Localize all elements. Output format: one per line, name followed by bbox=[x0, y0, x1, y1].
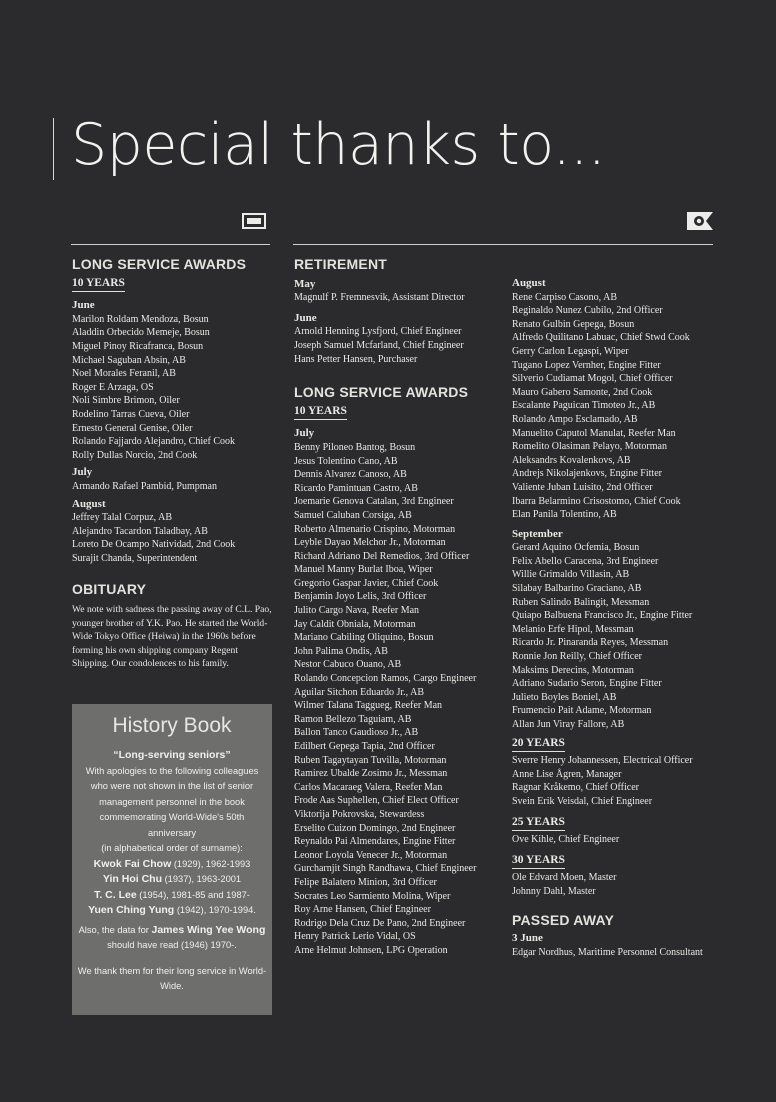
list-item: Julito Cargo Nava, Reefer Man bbox=[294, 605, 420, 617]
month-label: June bbox=[294, 311, 317, 324]
list-item: Ballon Tanco Gaudioso Jr., AB bbox=[294, 727, 419, 739]
list-item: Nestor Cabuco Ouano, AB bbox=[294, 659, 402, 671]
person-name: T. C. Lee bbox=[94, 888, 137, 901]
person-name: Yuen Ching Yung bbox=[88, 904, 175, 916]
list-item: Benjamin Joyo Lelis, 3rd Officer bbox=[294, 591, 427, 603]
person-years: (1954), 1981-85 and 1987- bbox=[136, 889, 250, 900]
list-item: Noli Simbre Brimon, Oiler bbox=[72, 395, 180, 407]
list-item: Jeffrey Talal Corpuz, AB bbox=[72, 512, 173, 524]
month-label: September bbox=[512, 527, 563, 540]
passed-away-heading: PASSED AWAY bbox=[512, 911, 615, 928]
month-label: July bbox=[72, 466, 93, 479]
middle-column bbox=[294, 258, 504, 958]
list-item: Joemarie Genova Catalan, 3rd Engineer bbox=[294, 496, 454, 508]
name-list bbox=[512, 754, 727, 808]
list-item: Melanio Erfe Hipol, Messman bbox=[512, 623, 634, 635]
list-item: Sverre Henry Johannessen, Electrical Officer bbox=[512, 755, 693, 767]
month-label: August bbox=[512, 277, 546, 289]
list-item: Escalante Paguican Timoteo Jr., AB bbox=[512, 400, 656, 412]
name-list bbox=[72, 480, 272, 494]
list-item: Rene Carpiso Casono, AB bbox=[512, 291, 617, 303]
person-name: James Wing Yee Wong bbox=[151, 923, 266, 936]
list-item: Andrejs Nikolajenkovs, Engine Fitter bbox=[512, 468, 662, 480]
list-item: Ragnar Kråkemo, Chief Officer bbox=[512, 782, 639, 794]
list-item: Armando Rafael Pambid, Pumpman bbox=[72, 480, 217, 492]
list-item: Elan Panila Tolentino, AB bbox=[512, 509, 617, 521]
years-label: 10 YEARS bbox=[72, 277, 125, 293]
list-item: Manuel Manny Burlat Iboa, Wiper bbox=[294, 564, 433, 576]
list-item: Romelito Olasiman Pelayo, Motorman bbox=[512, 441, 667, 453]
list-item: Miguel Pinoy Ricafranca, Bosun bbox=[72, 340, 204, 352]
name-list bbox=[512, 946, 727, 960]
list-item: Ramirez Ubalde Zosimo Jr., Messman bbox=[294, 768, 448, 780]
person-years: (1942), 1970-1994. bbox=[174, 905, 256, 915]
retirement-heading: RETIREMENT bbox=[294, 256, 387, 272]
list-item: Mariano Cabiling Oliquino, Bosun bbox=[294, 632, 434, 644]
list-item: Felipe Balatero Minion, 3rd Officer bbox=[294, 876, 437, 888]
list-item: Rodrigo Dela Cruz De Pano, 2nd Engineer bbox=[294, 917, 466, 929]
person-years: (1937), 1963-2001 bbox=[162, 874, 242, 884]
list-item: Rolly Dullas Norcio, 2nd Cook bbox=[72, 449, 198, 461]
list-item: Leonor Loyola Venecer Jr., Motorman bbox=[294, 849, 448, 861]
name-list bbox=[512, 871, 727, 898]
list-item: Silabay Balbarino Graciano, AB bbox=[512, 583, 642, 595]
person-years: (1929), 1962-1993 bbox=[171, 858, 251, 869]
list-item: Frode Aas Suphellen, Chief Elect Officer bbox=[294, 795, 459, 807]
list-item: Ibarra Belarmino Crisostomo, Chief Cook bbox=[512, 495, 681, 507]
name-list bbox=[294, 325, 504, 366]
history-order-note: (in alphabetical order of surname): bbox=[101, 843, 243, 853]
list-item: Gerard Aquino Ocfemia, Bosun bbox=[512, 542, 640, 554]
history-intro: With apologies to the following colleagues who were not shown in the list of senior management personnel in the book commemorating World-Wide's 50th anniversary bbox=[85, 765, 259, 838]
name-list bbox=[512, 833, 727, 847]
years-label: 25 YEARS bbox=[512, 816, 565, 832]
years-block bbox=[72, 277, 272, 295]
list-item: Ole Edvard Moen, Master bbox=[512, 872, 617, 884]
list-item: Jesus Tolentino Cano, AB bbox=[294, 455, 398, 467]
list-item: Erselito Cuizon Domingo, 2nd Engineer bbox=[294, 822, 456, 834]
list-item: Frumencio Pait Adame, Motorman bbox=[512, 705, 652, 717]
list-item: Gurcharnjit Singh Randhawa, Chief Engineer bbox=[294, 863, 477, 875]
list-item: Michael Saguban Absin, AB bbox=[72, 354, 186, 366]
years-label: 30 YEARS bbox=[512, 854, 565, 870]
history-entry bbox=[76, 872, 268, 888]
list-item: Silverio Cudiamat Mogol, Chief Officer bbox=[512, 373, 673, 385]
list-item: Felix Abello Caracena, 3rd Engineer bbox=[512, 555, 659, 567]
right-column bbox=[512, 277, 727, 959]
list-item: Gregorio Gaspar Javier, Chief Cook bbox=[294, 577, 439, 589]
list-item: Ramon Bellezo Taguiam, AB bbox=[294, 713, 412, 725]
list-item: Roger E Arzaga, OS bbox=[72, 381, 154, 393]
correction-text: should have read (1946) 1970-. bbox=[107, 940, 237, 950]
list-item: Benny Piloneo Bantog, Bosun bbox=[294, 441, 416, 453]
list-item: Quiapo Balbuena Francisco Jr., Engine Fitter bbox=[512, 610, 693, 622]
page-title: Special thanks to... bbox=[71, 112, 606, 178]
years-block bbox=[294, 405, 504, 423]
list-item: Ernesto General Genise, Oiler bbox=[72, 422, 193, 434]
list-item: Ruben Salindo Balingit, Messman bbox=[512, 596, 650, 608]
list-item: Socrates Leo Sarmiento Molina, Wiper bbox=[294, 890, 451, 902]
obituary-heading: OBITUARY bbox=[72, 581, 147, 598]
years-label: 10 YEARS bbox=[294, 405, 347, 421]
name-list bbox=[294, 291, 504, 305]
list-item: Arnold Henning Lysfjord, Chief Engineer bbox=[294, 326, 462, 338]
list-item: Willie Grimaldo Villasin, AB bbox=[512, 569, 630, 581]
list-item: Roy Arne Hansen, Chief Engineer bbox=[294, 904, 431, 916]
list-item: Ricardo Jr. Pinaranda Reyes, Messman bbox=[512, 637, 669, 649]
history-entry bbox=[76, 888, 268, 904]
list-item: Viktorija Pokrovska, Stewardess bbox=[294, 808, 425, 820]
list-item: Alfredo Quilitano Labuac, Chief Stwd Cook bbox=[512, 332, 690, 344]
flag-logo-icon bbox=[686, 210, 714, 232]
list-item: Surajit Chanda, Superintendent bbox=[72, 552, 198, 564]
list-item: Renato Gulbin Gepega, Bosun bbox=[512, 318, 635, 330]
list-item: Noel Morales Feranil, AB bbox=[72, 368, 176, 380]
years-label: 20 YEARS bbox=[512, 737, 565, 753]
month-label: August bbox=[72, 497, 106, 510]
years-block bbox=[512, 854, 727, 872]
list-item: John Palima Ondis, AB bbox=[294, 645, 388, 657]
list-item: Reynaldo Pai Almendares, Engine Fitter bbox=[294, 836, 456, 848]
list-item: Samuel Caluban Corsiga, AB bbox=[294, 509, 412, 521]
list-item: Reginaldo Nunez Cubilo, 2nd Officer bbox=[512, 305, 663, 317]
name-list bbox=[512, 541, 727, 731]
list-item: Manuelito Caputol Manulat, Reefer Man bbox=[512, 427, 676, 439]
date-label: 3 June bbox=[512, 932, 543, 945]
left-column-rule bbox=[71, 244, 270, 245]
name-list bbox=[294, 441, 504, 958]
history-correction bbox=[76, 923, 268, 954]
list-item: Henry Patrick Lerio Vidal, OS bbox=[294, 931, 416, 943]
list-item: Adriano Sudario Seron, Engine Fitter bbox=[512, 678, 662, 690]
long-service-awards-heading: LONG SERVICE AWARDS bbox=[72, 256, 247, 272]
list-item: Richard Adriano Del Remedios, 3rd Officer bbox=[294, 550, 470, 562]
list-item: Arne Helmut Johnsen, LPG Operation bbox=[294, 944, 448, 956]
list-item: Magnulf P. Fremnesvik, Assistant Director bbox=[294, 292, 465, 304]
list-item: Allan Jun Viray Fallore, AB bbox=[512, 719, 625, 730]
list-item: Leyble Dayao Melchor Jr., Motorman bbox=[294, 537, 446, 549]
w-logo-icon bbox=[242, 213, 266, 229]
history-book-box bbox=[72, 704, 272, 1015]
list-item: Valiente Juban Luisito, 2nd Officer bbox=[512, 481, 653, 493]
list-item: Rolando Concepcion Ramos, Cargo Engineer bbox=[294, 673, 477, 685]
history-thanks: We thank them for their long service in World-Wide. bbox=[77, 965, 267, 991]
title-accent-bar bbox=[53, 118, 54, 180]
list-item: Loreto De Ocampo Natividad, 2nd Cook bbox=[72, 539, 236, 551]
list-item: Gerry Carlon Legaspi, Wiper bbox=[512, 345, 629, 357]
list-item: Anne Lise Ågren, Manager bbox=[512, 768, 622, 780]
month-label: July bbox=[294, 427, 315, 440]
years-block bbox=[512, 737, 727, 755]
list-item: Ronnie Jon Reilly, Chief Officer bbox=[512, 651, 642, 663]
long-service-awards-heading: LONG SERVICE AWARDS bbox=[294, 384, 469, 401]
list-item: Svein Erik Veisdal, Chief Engineer bbox=[512, 795, 653, 807]
list-item: Alejandro Tacardon Taladbay, AB bbox=[72, 525, 208, 537]
month-label: June bbox=[72, 299, 95, 312]
list-item: Roberto Almenario Crispino, Motorman bbox=[294, 523, 456, 535]
name-list bbox=[72, 313, 272, 463]
list-item: Edilbert Gepega Tapia, 2nd Officer bbox=[294, 741, 435, 752]
right-columns-rule bbox=[293, 244, 713, 245]
list-item: Ricardo Pamintuan Castro, AB bbox=[294, 482, 418, 494]
list-item: Ove Kihle, Chief Engineer bbox=[512, 834, 620, 846]
list-item: Marilon Roldam Mendoza, Bosun bbox=[72, 313, 209, 325]
list-item: Johnny Dahl, Master bbox=[512, 885, 596, 897]
list-item: Julieto Boyles Boniel, AB bbox=[512, 691, 617, 703]
list-item: Edgar Nordhus, Maritime Personnel Consultant bbox=[512, 946, 703, 958]
left-column bbox=[72, 258, 272, 671]
history-entry bbox=[76, 857, 268, 873]
list-item: Hans Petter Hansen, Purchaser bbox=[294, 353, 418, 365]
list-item: Tugano Lopez Vernher, Engine Fitter bbox=[512, 359, 661, 371]
name-list bbox=[72, 511, 272, 565]
list-item: Ruben Tagaytayan Tuvilla, Motorman bbox=[294, 754, 447, 766]
person-name: Yin Hoi Chu bbox=[102, 873, 162, 885]
list-item: Aladdin Orbecido Memeje, Bosun bbox=[72, 327, 210, 339]
list-item: Rolando Ampo Esclamado, AB bbox=[512, 413, 638, 425]
person-name: Kwok Fai Chow bbox=[93, 857, 172, 870]
list-item: Carlos Macaraeg Valera, Reefer Man bbox=[294, 781, 443, 793]
list-item: Jay Caldit Obniala, Motorman bbox=[294, 618, 416, 630]
history-entry bbox=[76, 903, 268, 919]
list-item: Wilmer Talana Taggueg, Reefer Man bbox=[294, 700, 443, 712]
history-book-title: History Book bbox=[112, 714, 232, 737]
obituary-text: We note with sadness the passing away of C.L. Pao, younger brother of Y.K. Pao. He started the World-Wide Tokyo Office (Heiwa) in the 1960s before forming his own shipping company Regent Shipping. Our condolences to his family. bbox=[72, 604, 272, 670]
name-list bbox=[512, 291, 727, 522]
list-item: Aguilar Sitchon Eduardo Jr., AB bbox=[294, 686, 424, 698]
list-item: Joseph Samuel Mcfarland, Chief Engineer bbox=[294, 339, 464, 351]
list-item: Aleksandrs Kovalenkovs, AB bbox=[512, 454, 631, 466]
list-item: Maksims Derecins, Motorman bbox=[512, 664, 634, 676]
history-subtitle: “Long-serving seniors” bbox=[113, 749, 231, 761]
list-item: Rolando Fajjardo Alejandro, Chief Cook bbox=[72, 436, 236, 448]
correction-text: Also, the data for bbox=[78, 924, 152, 935]
years-block bbox=[512, 816, 727, 834]
list-item: Mauro Gabero Samonte, 2nd Cook bbox=[512, 386, 653, 398]
list-item: Rodelino Tarras Cueva, Oiler bbox=[72, 408, 190, 420]
list-item: Dennis Alvarez Canoso, AB bbox=[294, 469, 407, 481]
month-label: May bbox=[294, 277, 316, 290]
